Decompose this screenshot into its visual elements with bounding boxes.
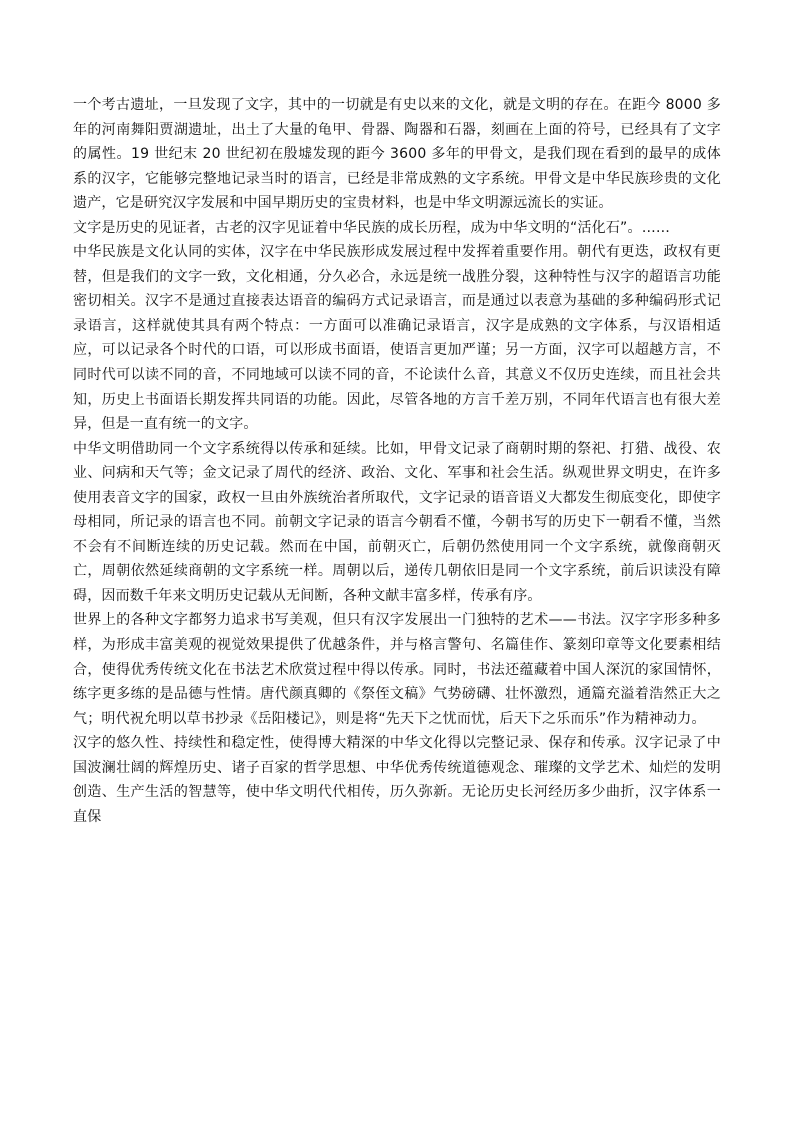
paragraph-witness: 文字是历史的见证者，古老的汉字见证着中华民族的成长历程，成为中华文明的“活化石”。…… <box>73 219 671 236</box>
paragraph-continuity: 中华文明借助同一个文字系统得以传承和延续。比如，甲骨文记录了商朝时期的祭祀、打猎、战役、农业、问病和天气等；金文记录了周代的经济、政治、文化、军事和社会生活。纵观世界文明史，在许多使用表音文字的国家，政权一旦由外族统治者所取代，文字记录的语音语义大都发生彻底变化，即使字母相同，所记录的语言也不同。前朝文字记录的语言今朝看不懂，今朝书写的历史下一朝看不懂，当然不会有不间断连续的历史记载。然而在中国，前朝灭亡，后朝仍然使用同一个文字系统，就像商朝灭亡，周朝依然延续商朝的文字系统一样。周朝以后，递传几朝依旧是同一个文字系统，前后识读没有障碍，因而数千年来文明历史记载从无间断，各种文献丰富多样，传承有序。 <box>73 440 721 604</box>
paragraph-cultural-identity: 中华民族是文化认同的实体，汉字在中华民族形成发展过程中发挥着重要作用。朝代有更迭，政权有更替，但是我们的文字一致，文化相通，分久必合，永远是统一战胜分裂，这种特性与汉字的超语言功能密切相关。汉字不是通过直接表达语音的编码方式记录语言，而是通过以表意为基础的多种编码形式记录语言，这样就使其具有两个特点：一方面可以准确记录语言，汉字是成熟的文字体系，与汉语相适应，可以记录各个时代的口语，可以形成书面语，使语言更加严谨；另一方面，汉字可以超越方言，不同时代可以读不同的音，不同地域可以读不同的音，不论读什么音，其意义不仅历史连续，而且社会共知，历史上书面语长期发挥共同语的功能。因此，尽管各地的方言千差万别，不同年代语言也有很大差异，但是一直有统一的文字。 <box>73 244 721 433</box>
document-body <box>73 93 721 829</box>
paragraph-archaeology: 一个考古遗址，一旦发现了文字，其中的一切就是有史以来的文化，就是文明的存在。在距今 8000 多年的河南舞阳贾湖遗址，出土了大量的龟甲、骨器、陶器和石器，刻画在上面的符号，已经具有了文字的属性。19 世纪末 20 世纪初在殷墟发现的距今 3600 多年的甲骨文，是我们现在看到的最早的成体系的汉字，它能够完整地记录当时的语言，已经是非常成熟的文字系统。甲骨文是中华民族珍贵的文化遗产，它是研究汉字发展和中国早期历史的宝贵材料，也是中华文明源远流长的实证。 <box>73 97 721 212</box>
paragraph-legacy: 汉字的悠久性、持续性和稳定性，使得博大精深的中华文化得以完整记录、保存和传承。汉字记录了中国波澜壮阔的辉煌历史、诸子百家的哲学思想、中华优秀传统道德观念、璀璨的文学艺术、灿烂的发明创造、生产生活的智慧等，使中华文明代代相传，历久弥新。无论历史长河经历多少曲折，汉字体系一直保 <box>73 735 721 825</box>
paragraph-calligraphy: 世界上的各种文字都努力追求书写美观，但只有汉字发展出一门独特的艺术——书法。汉字字形多种多样，为形成丰富美观的视觉效果提供了优越条件，并与格言警句、名篇佳作、篆刻印章等文化要素相结合，使得优秀传统文化在书法艺术欣赏过程中得以传承。同时，书法还蕴藏着中国人深沉的家国情怀，练字更多练的是品德与性情。唐代颜真卿的《祭侄文稿》气势磅礴、壮怀激烈，通篇充溢着浩然正大之气；明代祝允明以草书抄录《岳阳楼记》，则是将“先天下之忧而忧，后天下之乐而乐”作为精神动力。 <box>73 612 721 727</box>
